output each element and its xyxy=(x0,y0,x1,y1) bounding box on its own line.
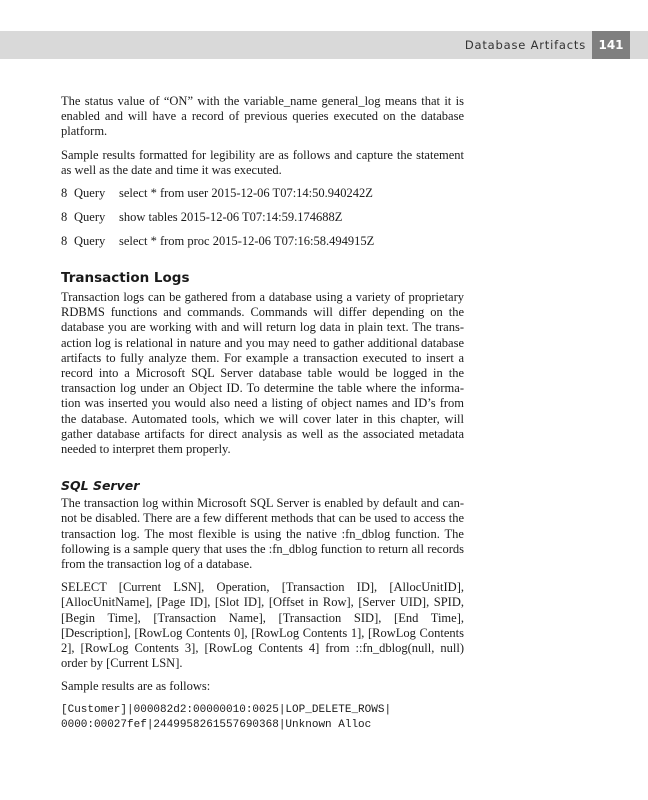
log-line xyxy=(61,210,464,225)
paragraph-sql-server: The transaction log within Microsoft SQL Server is enabled by default and cannot be disabled. There are a few different methods that can be used to access the transaction log. The most flexible is using the native :fn_dblog function. The following is a sample query that uses the :fn_dblog function to return all records from the transaction log of a database. xyxy=(61,496,464,572)
page-number: 141 xyxy=(592,31,630,59)
log-line-kind: Query xyxy=(74,186,106,201)
log-line-text: show tables 2015-12-06 T07:14:59.174688Z xyxy=(119,210,343,225)
paragraph-sample-results-label: Sample results are as follows: xyxy=(61,679,211,694)
paragraph-sample-query: SELECT [Current LSN], Operation, [Transaction ID], [AllocUnitID], [AllocUnitName], [Page ID], [Slot ID], [Offset in Row], [Server UID], SPID, [Begin Time], [Transaction Name], [Transaction SID], [End Time], [Description], [RowLog Contents 0], [RowLog Contents 1], [RowLog Contents 2], [RowLog Contents 3], [RowLog Contents 4] from ::fn_dblog(null, null) order by [Current LSN]. xyxy=(61,580,464,671)
heading-sql-server: SQL Server xyxy=(61,478,140,494)
paragraph-transaction-logs: Transaction logs can be gathered from a database using a variety of proprietary RDBMS functions and commands. Commands will differ depending on the database you are working with and will return log data in plain text. The transaction log is relational in nature and you may need to gather additional database artifacts to fully analyze them. For example a transaction executed to insert a record into a Microsoft SQL Server database table would be logged in the transaction log under an Object ID. To determine the table where the information was inserted you would also need a listing of object names and ID’s from the database. Automated tools, which we will cover later in this chapter, will gather database artifacts for direct analysis as well as the associated metadata needed to interpret them properly. xyxy=(61,290,464,457)
log-line xyxy=(61,234,464,249)
code-line: 0000:00027fef|2449958261557690368|Unknown Alloc xyxy=(61,718,372,731)
paragraph-sample-results-intro: Sample results formatted for legibility are as follows and capture the statement as well as the date and time it was executed. xyxy=(61,147,464,177)
log-line xyxy=(61,186,464,201)
heading-transaction-logs: Transaction Logs xyxy=(61,270,190,287)
log-line-kind: Query xyxy=(74,210,106,225)
log-line-text: select * from proc 2015-12-06 T07:16:58.494915Z xyxy=(119,234,375,249)
page-body xyxy=(61,94,464,733)
log-line-text: select * from user 2015-12-06 T07:14:50.940242Z xyxy=(119,186,373,201)
log-line-number: 8 xyxy=(61,186,68,201)
code-line: [Customer]|000082d2:00000010:0025|LOP_DELETE_ROWS| xyxy=(61,703,392,716)
log-line-number: 8 xyxy=(61,234,68,249)
log-line-kind: Query xyxy=(74,234,106,249)
running-title: Database Artifacts xyxy=(464,38,586,52)
log-line-number: 8 xyxy=(61,210,68,225)
paragraph-general-log: The status value of “ON” with the variable_name general_log means that it is enabled and will have a record of previous queries executed on the database platform. xyxy=(61,94,464,139)
